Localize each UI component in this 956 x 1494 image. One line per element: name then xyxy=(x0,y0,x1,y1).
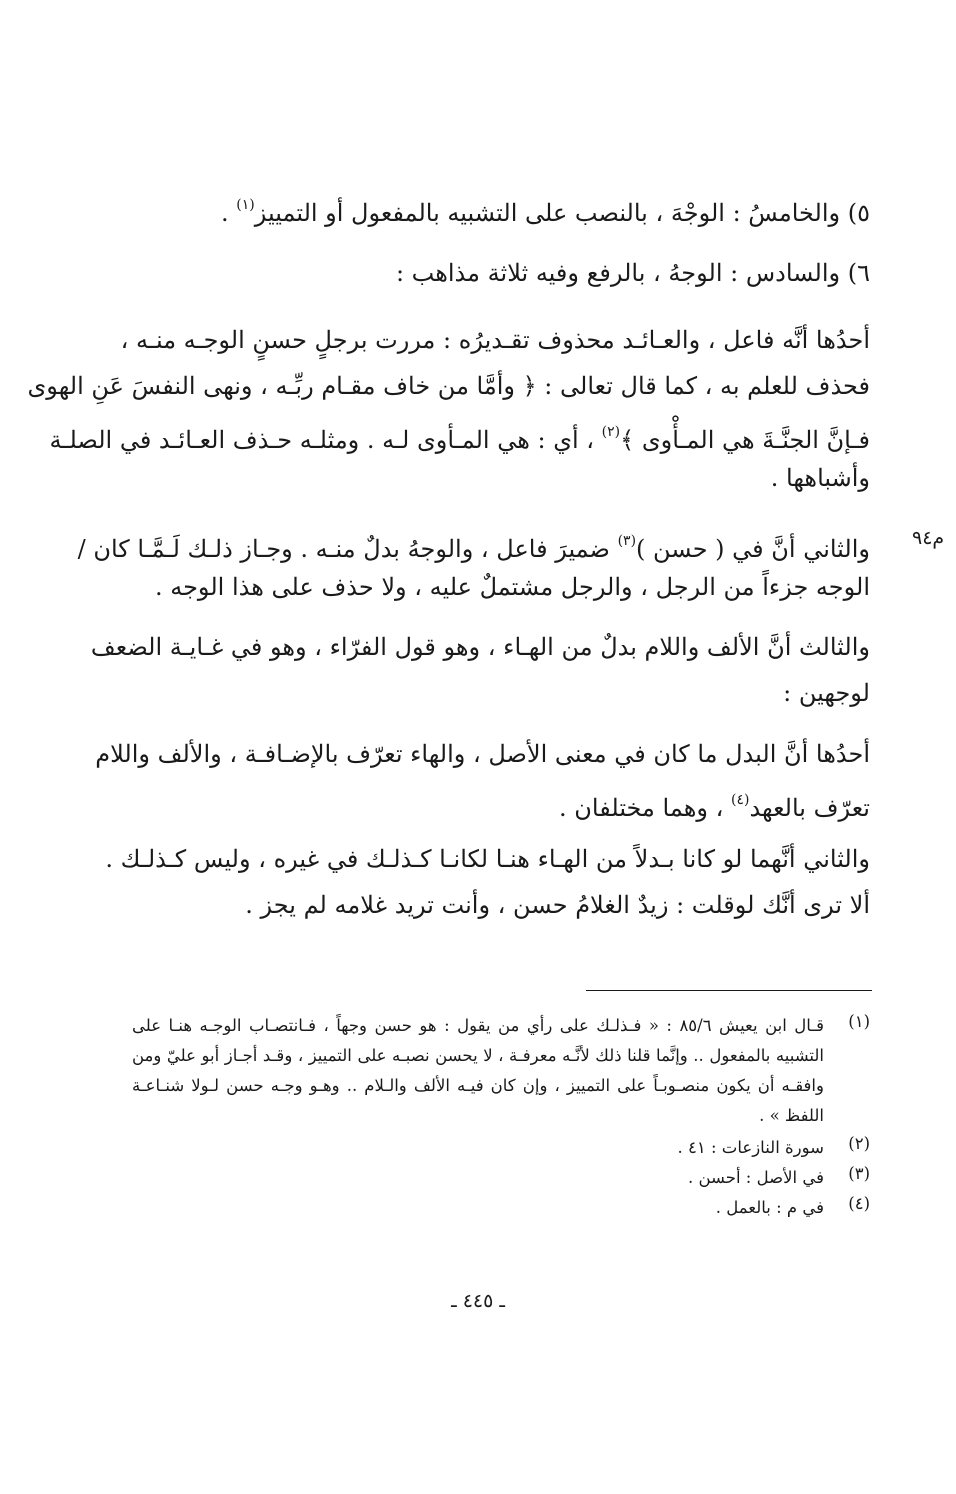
footnote-3-number: (٣) xyxy=(848,1164,870,1183)
footnote-3-text: في الأصل : أحسن . xyxy=(688,1168,824,1187)
text-line-11: أحدُها أنَّ البدل ما كان في معنى الأصل ، والهاء تعرّف بالإضـافـة ، والألف واللام xyxy=(95,740,870,768)
text-line-10: لوجهين : xyxy=(783,679,870,707)
footnote-1-line-3: وافقـه أن يكون منصـوبـاً على التمييز ، وإن كان فيـه الألف والـلام .. وهـو وجـه حسن لـولا شنـاعـة xyxy=(132,1076,824,1095)
line-5-text-b: ، أي : هي المـأوى لـه . ومثلـه حـذف العـائـد في الصلـة xyxy=(49,426,602,454)
line-12-text-b: ، وهما مختلفان . xyxy=(559,794,731,822)
line-5-text-a: فـإنَّ الجنَّـةَ هي المـأْوى ﴾ xyxy=(620,426,870,454)
line-1-end: . xyxy=(220,199,237,227)
footnote-4-number: (٤) xyxy=(848,1194,870,1213)
text-line-8: الوجه جزءاً من الرجل ، والرجل مشتملٌ عليه ، ولا حذف على هذا الوجه . xyxy=(154,573,870,601)
text-line-1 xyxy=(221,188,870,230)
footnote-ref-2[interactable]: (٢) xyxy=(601,424,621,440)
text-line-7 xyxy=(77,524,870,566)
text-line-6: وأشباهها . xyxy=(770,464,870,492)
footnote-separator xyxy=(586,990,872,991)
footnote-2-text: سورة النازعات : ٤١ . xyxy=(677,1138,824,1157)
footnote-ref-3[interactable]: (٣) xyxy=(617,533,637,549)
manuscript-page-marker: م٩٤ xyxy=(912,527,945,549)
text-line-9: والثالث أنَّ الألف واللام بدلٌ من الهـاء ، وهو قول الفرّاء ، وهو في غـايـة الضعف xyxy=(90,633,870,661)
text-line-12 xyxy=(559,783,870,825)
footnote-1-line-4: اللفظ » . xyxy=(759,1106,824,1125)
footnote-4-text: في م : بالعمل . xyxy=(715,1198,824,1217)
line-7-text-b: ضميرَ فاعل ، والوجهُ بدلٌ منـه . وجـاز ذلـك لَـمَّـا كان / xyxy=(77,535,618,563)
text-line-4: فحذف للعلم به ، كما قال تعالى : ﴿ وأمَّا من خاف مقـام ربِّـه ، ونهى النفسَ عَنِ الهوى xyxy=(27,372,870,400)
footnote-1-number: (١) xyxy=(848,1012,870,1031)
line-1-text: ٥) والخامسُ : الوجْهَ ، بالنصب على التشبيه بالمفعول أو التمييز xyxy=(254,199,870,227)
text-line-5 xyxy=(49,415,870,457)
line-7-text-a: والثاني أنَّ في ( حسن ) xyxy=(636,535,870,563)
text-line-3: أحدُها أنَّه فاعل ، والعـائـد محذوف تقـديرُه : مررت برجلٍ حسنٍ الوجـه منـه ، xyxy=(120,326,870,354)
line-12-text-a: تعرّف بالعهد xyxy=(749,794,870,822)
page-number: ـ ٤٤٥ ـ xyxy=(451,1290,505,1312)
footnote-ref-4[interactable]: (٤) xyxy=(730,792,750,808)
text-line-14: ألا ترى أنَّك لوقلت : زيدٌ الغلامُ حسن ، وأنت تريد غلامه لم يجز . xyxy=(245,891,870,919)
text-line-13: والثاني أنَّهما لو كانا بـدلاً من الهـاء هنـا لكانـا كـذلـك في غيره ، وليس كـذلـك . xyxy=(105,845,870,873)
footnote-1-line-1: قـال ابن يعيش ٨٥/٦ : « فـذلـك على رأي من يقول : هو حسن وجهاً ، فـانتصـاب الوجـه هنـا على xyxy=(132,1016,824,1035)
footnote-2-number: (٢) xyxy=(848,1134,870,1153)
text-line-2: ٦) والسادس : الوجهُ ، بالرفع وفيه ثلاثة مذاهب : xyxy=(395,259,870,287)
footnote-1-line-2: التشبيه بالمفعول .. وإنَّما قلنا ذلك لأنَّـه معرفـة ، لا يحسن نصبـه على التمييز ، وقـد أجـاز أبو عليّ ومن xyxy=(132,1046,824,1065)
footnote-ref-1[interactable]: (١) xyxy=(236,197,255,213)
